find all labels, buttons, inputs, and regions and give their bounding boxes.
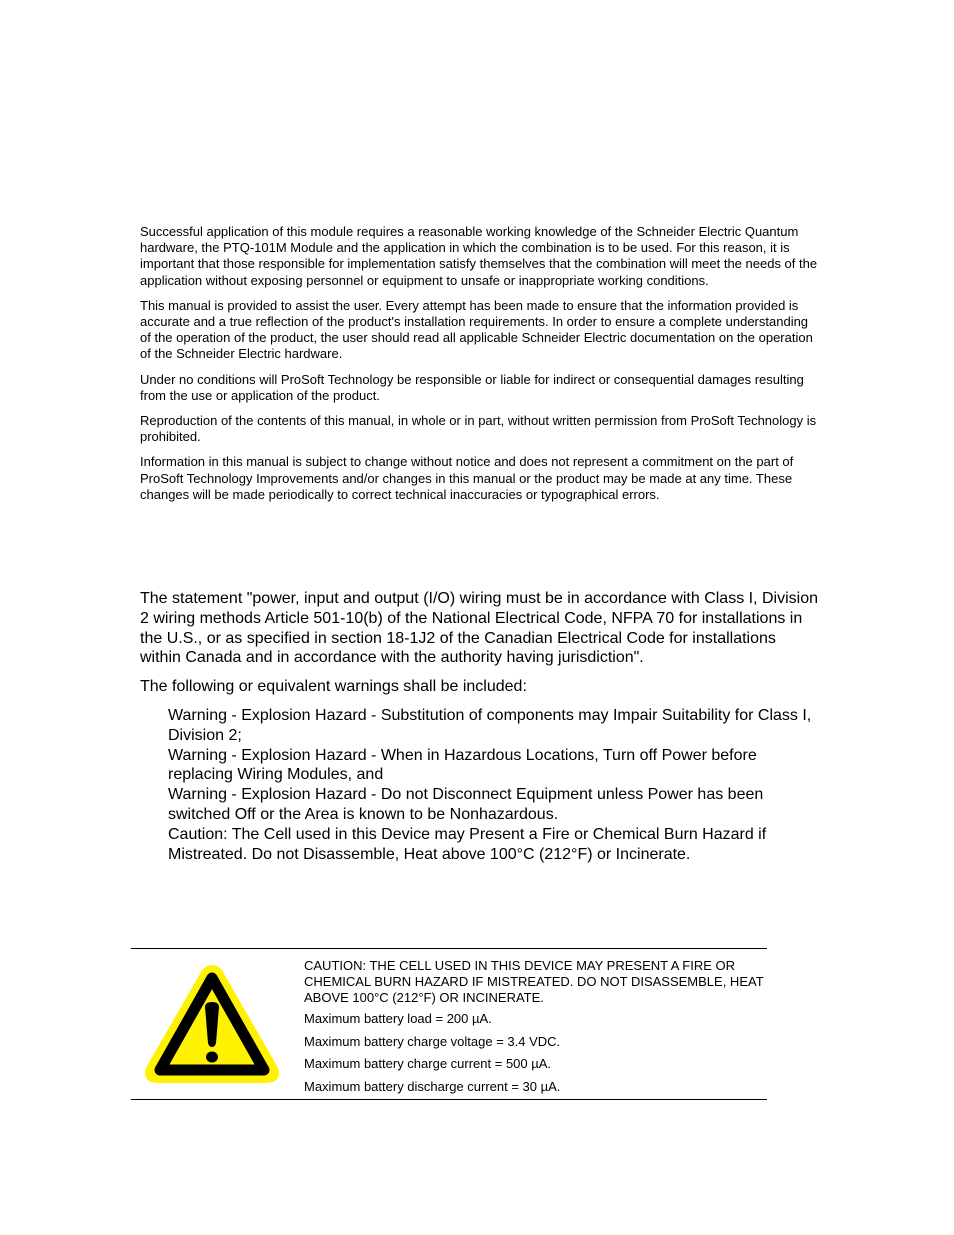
intro-paragraph: Reproduction of the contents of this manual, in whole or in part, without written permission from ProSoft Technology is prohibited.	[140, 413, 817, 445]
warning-item: Caution: The Cell used in this Device may Present a Fire or Chemical Burn Hazard if Mistreated. Do not Disassemble, Heat above 100°C (212°F) or Incinerate.	[168, 825, 767, 863]
intro-paragraph: Information in this manual is subject to change without notice and does not represent a commitment on the part of ProSoft Technology Improvements and/or changes in this manual or the product may be made at any time. These changes will be made periodically to correct technical inaccuracies or typographical errors.	[140, 454, 794, 502]
caution-box-top-rule	[131, 948, 767, 949]
caution-box-bottom-rule	[131, 1099, 767, 1100]
warning-triangle-icon	[143, 962, 281, 1086]
battery-spec: Maximum battery charge voltage = 3.4 VDC.	[304, 1033, 561, 1049]
intro-paragraph: This manual is provided to assist the user. Every attempt has been made to ensure that the information provided is accurate and a true reflection of the product's installation requirements. In order to ensure a complete understanding of the operation of the product, the user should read all applicable Schneider Electric documentation on the operation of the Schneider Electric hardware.	[140, 297, 813, 362]
warnings-list	[140, 706, 820, 864]
hazardous-location-section	[140, 589, 820, 864]
battery-spec: Maximum battery discharge current = 30 µA.	[304, 1078, 561, 1094]
warning-item: Warning - Explosion Hazard - When in Hazardous Locations, Turn off Power before replacing Wiring Modules, and	[168, 746, 757, 784]
wiring-statement: The statement "power, input and output (I/O) wiring must be in accordance with Class I, Division 2 wiring methods Article 501-10(b) of the National Electrical Code, NFPA 70 for installations in the U.S., or as specified in section 18-1J2 of the Canadian Electrical Code for installations within Canada and in accordance with the authority having jurisdiction".	[140, 590, 818, 667]
caution-statement: CAUTION: THE CELL USED IN THIS DEVICE MAY PRESENT A FIRE OR CHEMICAL BURN HAZARD IF MISTREATED. DO NOT DISASSEMBLE, HEAT ABOVE 100°C (212°F) OR INCINERATE.	[304, 958, 764, 1005]
warning-item: Warning - Explosion Hazard - Do not Disconnect Equipment unless Power has been switched Off or the Area is known to be Nonhazardous.	[168, 786, 764, 823]
caution-box-text	[304, 958, 764, 1101]
intro-paragraph: Under no conditions will ProSoft Technology be responsible or liable for indirect or consequential damages resulting from the use or application of the product.	[140, 371, 804, 403]
warning-item: Warning - Explosion Hazard - Substitution of components may Impair Suitability for Class I, Division 2;	[168, 706, 812, 744]
intro-section	[140, 224, 820, 512]
battery-spec: Maximum battery charge current = 500 µA.	[304, 1056, 552, 1072]
warnings-intro: The following or equivalent warnings shall be included:	[140, 678, 527, 696]
battery-spec: Maximum battery load = 200 µA.	[304, 1011, 492, 1027]
intro-paragraph: Successful application of this module requires a reasonable working knowledge of the Schneider Electric Quantum hardware, the PTQ-101M Module and the application in which the combination is to be used. For this reason, it is important that those responsible for implementation satisfy themselves that the combination will meet the needs of the application without exposing personnel or equipment to unsafe or inappropriate working conditions.	[140, 224, 818, 288]
